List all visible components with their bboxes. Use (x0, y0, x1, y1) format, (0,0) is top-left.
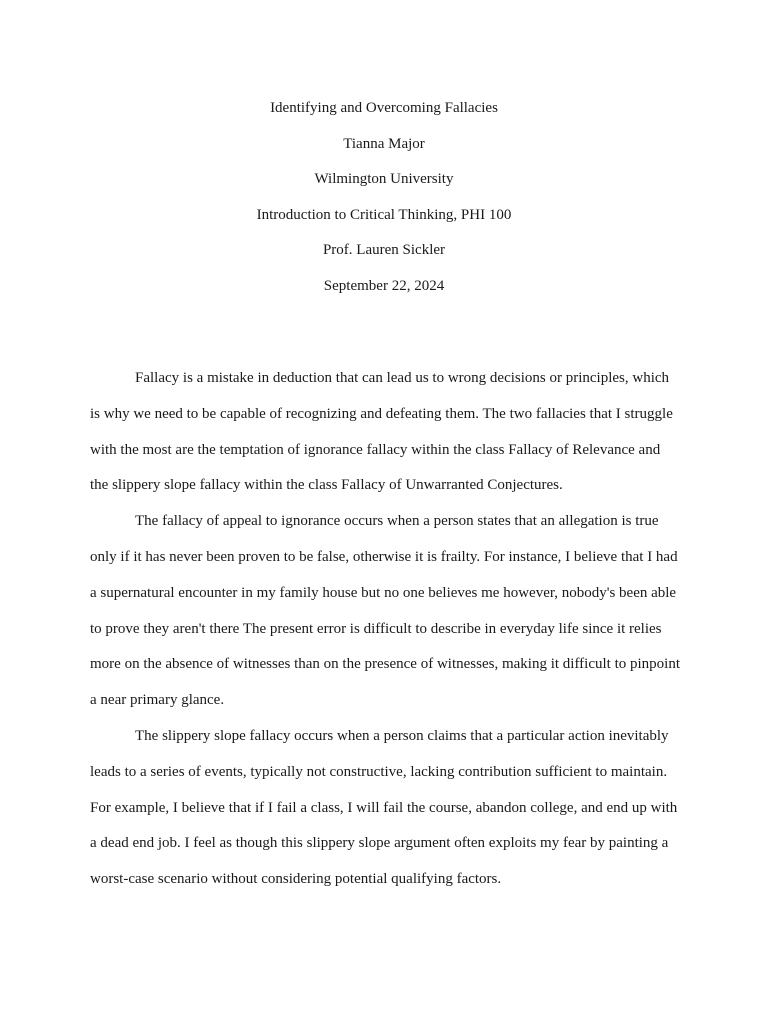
instructor-name: Prof. Lauren Sickler (322, 242, 446, 259)
paper-date: September 22, 2024 (323, 277, 445, 294)
paragraph-2: The fallacy of appeal to ignorance occurs when a person states that an allegation is true only if it has never been proven to be false, otherwise it is frailty. For instance, I believe that I had a supernatural encounter in my family house but no one believes me however, nobody's been able to prove they aren't there The present error is difficult to describe in everyday life since it relies more on the absence of witnesses than on the presence of witnesses, making it difficult to pinpoint a near primary glance. (90, 513, 681, 709)
institution: Wilmington University (314, 171, 454, 188)
title-block (0, 91, 768, 305)
paragraph-3: The slippery slope fallacy occurs when a person claims that a particular action inevitably leads to a series of events, typically not constructive, lacking contribution sufficient to maintain. For example, I believe that if I fail a class, I will fail the course, abandon college, and end up with a dead end job. I feel as though this slippery slope argument often exploits my fear by painting a worst-case scenario without considering potential qualifying factors. (90, 727, 678, 888)
author-name: Tianna Major (343, 135, 425, 152)
paper-title: Identifying and Overcoming Fallacies (270, 100, 498, 116)
paragraph-1: Fallacy is a mistake in deduction that can lead us to wrong decisions or principles, which is why we need to be capable of recognizing and defeating them. The two fallacies that I struggle with the most are the temptation of ignorance fallacy within the class Fallacy of Relevance and the slippery slope fallacy within the class Fallacy of Unwarranted Conjectures. (90, 370, 673, 494)
body-text (90, 361, 682, 898)
course-name: Introduction to Critical Thinking, PHI 100 (256, 206, 512, 223)
